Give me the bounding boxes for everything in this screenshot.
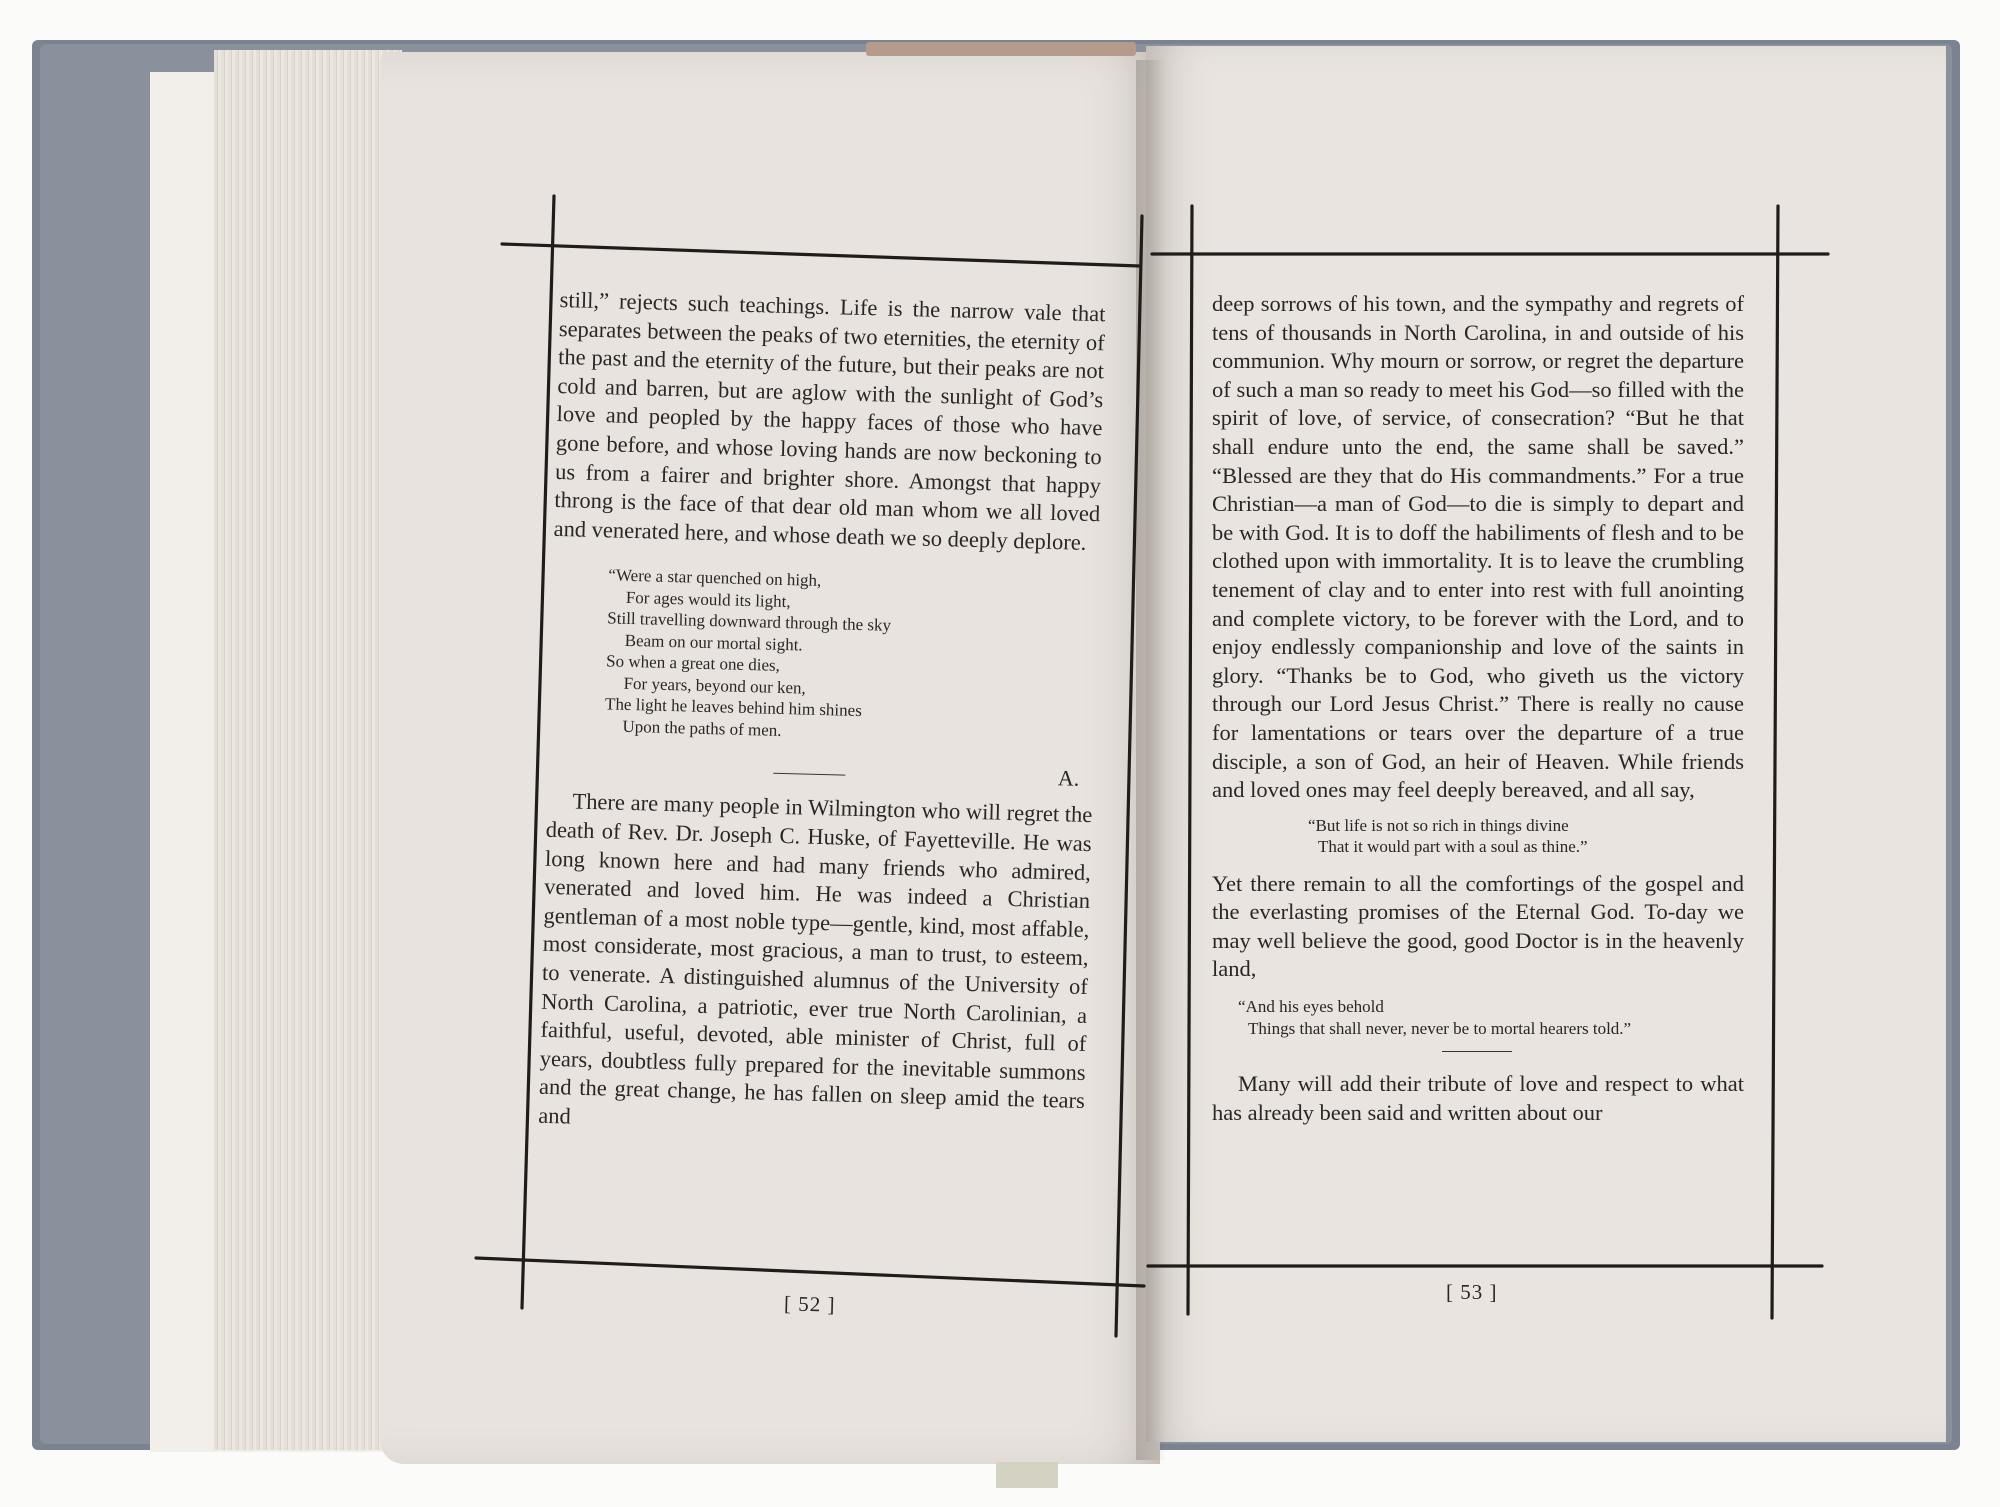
section-divider: [773, 773, 845, 776]
gutter-shadow: [1136, 60, 1166, 1460]
verse-line: Beam on our mortal sight.: [624, 630, 803, 655]
page-number-53: [ 53 ]: [1446, 1280, 1498, 1304]
page-block-edges: [214, 50, 402, 1450]
verse-line: “And his eyes behold: [1238, 997, 1384, 1017]
verse-line: For ages would its light,: [625, 587, 791, 611]
page-number-52: [ 52 ]: [783, 1291, 836, 1317]
left-page-text: [538, 286, 1106, 1144]
right-paragraph-2: Yet there remain to all the comfortings of the gospel and the everlasting promises of the Eternal God. To-day we may well believe the good, good Doctor is in the heavenly land,: [1212, 870, 1744, 982]
verse-line: That it would part with a soul as thine.”: [1318, 837, 1588, 857]
headband: [866, 42, 1136, 56]
verse-line: “But life is not so rich in things divine: [1308, 815, 1569, 835]
right-paragraph-1: deep sorrows of his town, and the sympathy and regrets of tens of thousands in North Carolina, in and outside of his communion. Why mourn or sorrow, or regret the departure of such a man so ready to meet his God—so filled with the spirit of love, of service, of consecration? “But he that shall endure unto the end, the same shall be saved.” “Blessed are they that do His commandments.” For a true Christian—a man of God—to die is simply to depart and be with God. It is to doff the habiliments of flesh and to be clothed upon with immortality. It is to leave the crumbling tenement of clay and to enter into rest with full anointing and complete victory, to be forever with the Lord, and to enjoy endlessly companionship and love of the saints in glory. “Thanks be to God, who giveth us the victory through our Lord Jesus Christ.” There is really no cause for lamentations or tears over the departure of a true disciple, a son of God, an heir of Heaven. While friends and loved ones may feel deeply bereaved, and all say,: [1212, 291, 1744, 803]
verse-line: For years, beyond our ken,: [623, 673, 807, 698]
left-paragraph-1: still,” rejects such teachings. Life is the narrow vale that separates between the peaks of two eternities, the eternity of the past and the eternity of the future, but their peaks are not cold and barren, but are aglow with the sunlight of God’s love and peopled by the happy faces of those who have gone before, and whose loving hands are now beckoning to us from a fairer and brighter shore. Amongst that happy throng is the face of that dear old man whom we all loved and venerated here, and whose death we so deeply deplore.: [553, 286, 1106, 555]
life-verse: [1308, 815, 1744, 858]
verse-line: “Were a star quenched on high,: [608, 565, 822, 591]
right-page-text: [1212, 290, 1744, 1127]
verse-line: Upon the paths of men.: [622, 716, 782, 740]
verse-line: Things that shall never, never be to mortal hearers told.”: [1248, 1018, 1632, 1038]
author-signature: A.: [1057, 765, 1080, 792]
left-paragraph-2: There are many people in Wilmington who will regret the death of Rev. Dr. Joseph C. Huske, of Fayetteville. He was long known here and had many friends who admired, venerated and loved him. He was indeed a Christian gentleman of a most noble type—gentle, kind, most affable, most considerate, most gracious, a man to trust, to esteem, to venerate. A distinguished alumnus of the University of North Carolina, a patriotic, ever true North Carolinian, a faithful, useful, devoted, able minister of Christ, full of years, doubtless fully prepared for the inevitable summons and the great change, he has fallen on sleep amid the tears and: [537, 788, 1093, 1129]
star-verse: [604, 565, 1098, 750]
section-divider: [1442, 1051, 1512, 1052]
right-paragraph-3: Many will add their tribute of love and respect to what has already been said and written about our: [1212, 1071, 1744, 1125]
verse-line: The light he leaves behind him shines: [604, 694, 863, 721]
verse-line: So when a great one dies,: [605, 651, 781, 676]
bookmark-ribbon: [996, 1462, 1058, 1488]
eyes-verse: [1238, 996, 1744, 1039]
verse-line: Still travelling downward through the sky: [607, 608, 892, 636]
